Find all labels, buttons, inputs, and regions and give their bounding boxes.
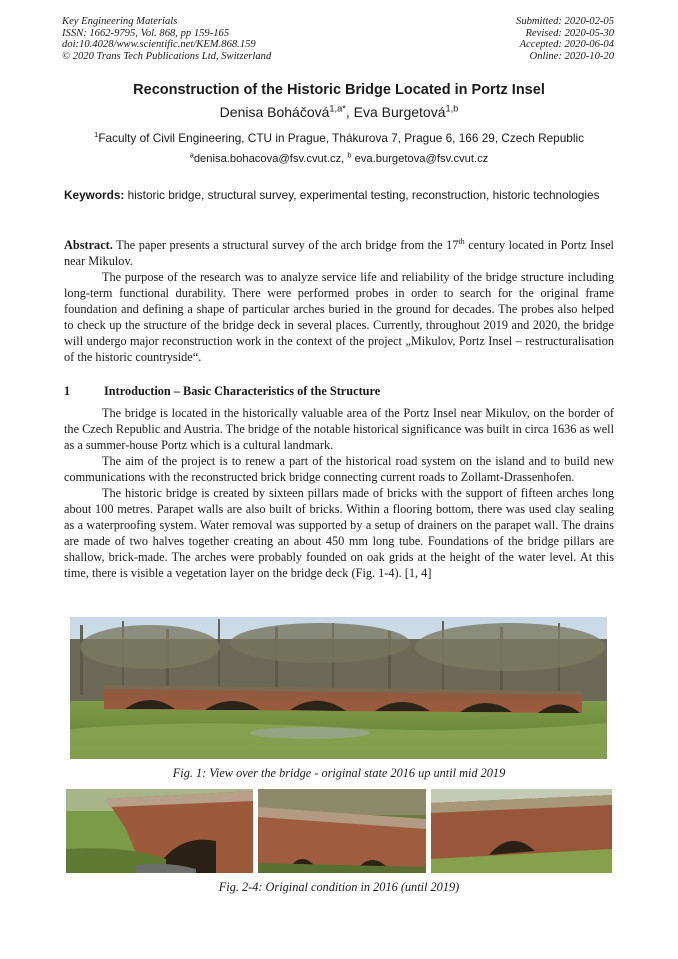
doi-line: doi:10.4028/www.scientific.net/KEM.868.159 xyxy=(62,39,256,51)
affiliation-superscript: 1 xyxy=(93,130,99,140)
author-superscript: 1,a* xyxy=(329,103,346,114)
body-paragraph: The aim of the project is to renew a part of the historical road system on the island and to build new communications with the reconstructed brick bridge connecting current roads to Zollamt-Drassenhofen. xyxy=(64,454,614,484)
email-superscript: b xyxy=(347,150,352,160)
abstract-text: century located in Portz Insel near Mikulov. xyxy=(64,238,614,268)
keywords-text: historic bridge, structural survey, experimental testing, reconstruction, historic technologies xyxy=(127,188,600,202)
abstract-paragraph: The purpose of the research was to analyze service life and reliability of the bridge structure including long-term functional durability. There were performed probes in order to search for the original frame foundation and defining a shape of particular arches buried in the ground for decades. The probes also helped to check up the structure of the bridge deck in several places. Currently, throughout 2019 and 2020, the bridge will undergo major reconstruction work in the context of the project „Mikulov, Portz Insel – restructuralisation of the historic countryside“. xyxy=(64,270,614,364)
keywords xyxy=(64,188,614,203)
author-name: Eva Burgetová xyxy=(353,104,446,120)
keywords-label: Keywords: xyxy=(64,188,125,202)
abstract-paragraph xyxy=(64,237,614,269)
introduction-body xyxy=(64,405,614,581)
email-a: denisa.bohacova@fsv.cvut.cz, xyxy=(193,153,348,165)
author-emails xyxy=(0,150,678,165)
figure-bridge-arch-left xyxy=(66,789,253,873)
abstract-superscript: th xyxy=(458,236,465,246)
figure-1-caption: Fig. 1: View over the bridge - original state 2016 up until mid 2019 xyxy=(172,766,506,780)
revised-date: Revised: 2020-05-30 xyxy=(525,27,614,39)
online-date: Online: 2020-10-20 xyxy=(529,50,614,62)
email-superscript: a xyxy=(189,150,194,160)
abstract-label: Abstract. xyxy=(64,238,113,252)
abstract-text: The paper presents a structural survey of the arch bridge from the 17 xyxy=(112,238,459,252)
section-title: Introduction – Basic Characteristics of the Structure xyxy=(104,384,381,398)
author-name: Denisa Boháčová xyxy=(219,104,330,120)
journal-header xyxy=(62,16,271,62)
figure-2-4-caption: Fig. 2-4: Original condition in 2016 (until 2019) xyxy=(218,880,460,894)
copyright-line: © 2020 Trans Tech Publications Ltd, Switzerland xyxy=(62,50,272,62)
affiliation-text: Faculty of Civil Engineering, CTU in Prague, Thákurova 7, Prague 6, 166 29, Czech Republic xyxy=(98,131,584,145)
author-superscript: 1,b xyxy=(445,103,459,114)
author-list xyxy=(0,104,678,120)
abstract xyxy=(64,237,614,365)
affiliation xyxy=(0,131,678,145)
figure-bridge-arch-center xyxy=(258,789,426,873)
author-separator: , xyxy=(345,104,354,120)
section-number: 1 xyxy=(64,384,71,398)
body-paragraph: The bridge is located in the historically valuable area of the Portz Insel near Mikulov, on the border of the Czech Republic and Austria. The bridge of the notable historical significance was built in circa 1636 as well as a summer-house Portz which is a cultural landmark. xyxy=(64,406,614,452)
dates-header xyxy=(516,16,614,62)
email-b: eva.burgetova@fsv.cvut.cz xyxy=(351,153,489,165)
journal-name: Key Engineering Materials xyxy=(62,16,178,27)
accepted-date: Accepted: 2020-06-04 xyxy=(519,39,614,51)
body-paragraph: The historic bridge is created by sixteen pillars made of bricks with the support of fifteen arches long about 100 metres. Parapet walls are also built of bricks. Within a flooring bottom, there was used clay sealing as a waterproofing system. Water removal was supported by a setup of drainers on the parapet wall. The drains are made of two halves together creating an about 450 mm long tube. Foundations of the bridge pillars are shallow, brick-made. The arches were probably founded on oak grids at the height of the water level. At this time, there is visible a vegetation layer on the bridge deck (Fig. 1-4). [1, 4] xyxy=(64,486,614,580)
issn-line: ISSN: 1662-9795, Vol. 868, pp 159-165 xyxy=(62,27,230,39)
figure-bridge-panorama xyxy=(70,617,607,759)
figure-bridge-arch-right xyxy=(431,789,612,873)
submitted-date: Submitted: 2020-02-05 xyxy=(516,16,614,27)
paper-title: Reconstruction of the Historic Bridge Located in Portz Insel xyxy=(133,82,545,98)
section-heading xyxy=(64,384,380,399)
